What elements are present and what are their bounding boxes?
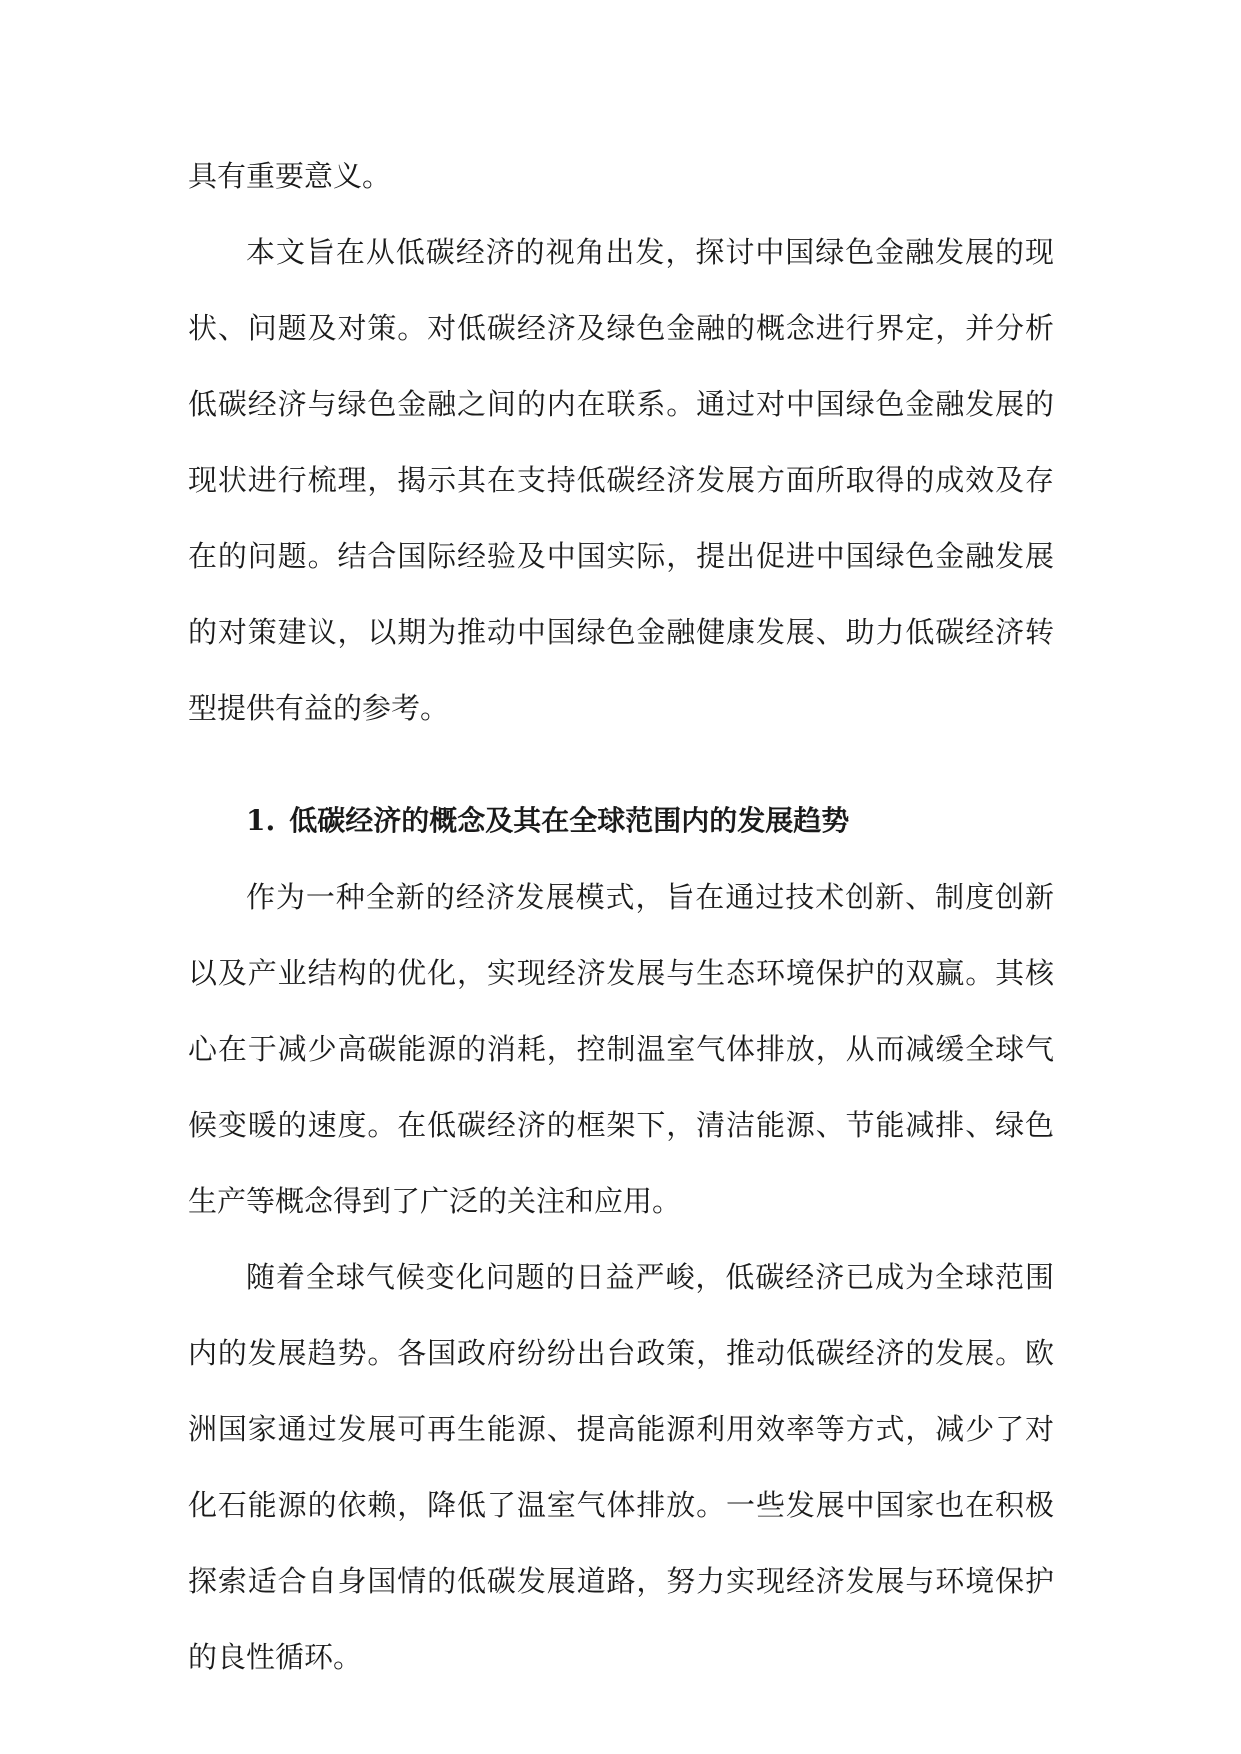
paragraph-continuation: 具有重要意义。 xyxy=(188,159,392,193)
paragraph-trend: 随着全球气候变化问题的日益严峻，低碳经济已成为全球范围内的发展趋势。各国政府纷纷出台政策，推动低碳经济的发展。欧洲国家通过发展可再生能源、提高能源利用效率等方式，减少了对化石能源的依赖，降低了温室气体排放。一些发展中国家也在积极探索适合自身国情的低碳发展道路，努力实现经济发展与环境保护的良性循环。 xyxy=(188,1260,1054,1674)
paragraph-purpose: 本文旨在从低碳经济的视角出发，探讨中国绿色金融发展的现状、问题及对策。对低碳经济及绿色金融的概念进行界定，并分析低碳经济与绿色金融之间的内在联系。通过对中国绿色金融发展的现状进行梳理，揭示其在支持低碳经济发展方面所取得的成效及存在的问题。结合国际经验及中国实际，提出促进中国绿色金融发展的对策建议，以期为推动中国绿色金融健康发展、助力低碳经济转型提供有益的参考。 xyxy=(188,235,1054,725)
paragraph-definition: 作为一种全新的经济发展模式，旨在通过技术创新、制度创新以及产业结构的优化，实现经济发展与生态环境保护的双赢。其核心在于减少高碳能源的消耗，控制温室气体排放，从而减缓全球气候变暖的速度。在低碳经济的框架下，清洁能源、节能减排、绿色生产等概念得到了广泛的关注和应用。 xyxy=(188,880,1054,1218)
document-body xyxy=(188,138,1054,1695)
section-heading xyxy=(188,746,1054,859)
section-number: 1. xyxy=(246,804,276,837)
section-title: 低碳经济的概念及其在全球范围内的发展趋势 xyxy=(289,804,850,837)
